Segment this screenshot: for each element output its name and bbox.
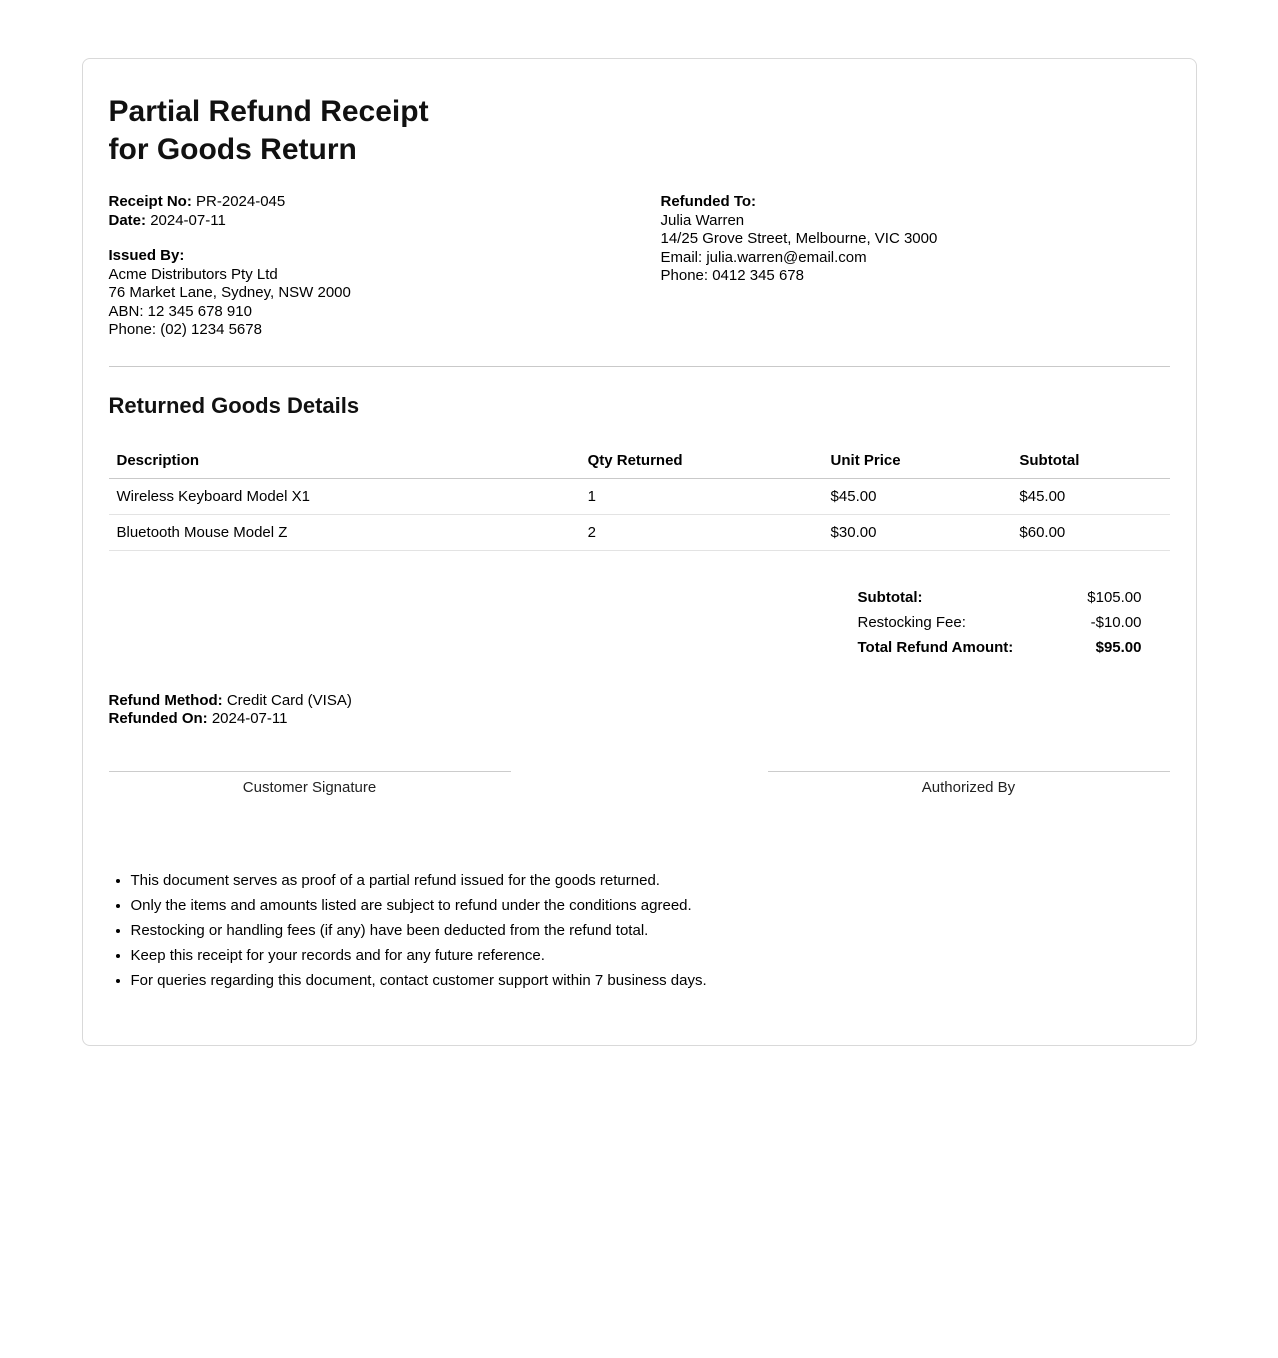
item-subtotal: $60.00: [1011, 514, 1169, 550]
refund-info-block: [109, 692, 1170, 729]
notes-list: [109, 868, 1170, 993]
section-divider: [109, 366, 1170, 367]
refunded-on-line: [109, 710, 1170, 729]
customer-address: 14/25 Grove Street, Melbourne, VIC 3000: [660, 230, 938, 248]
total-refund-value: $95.00: [1095, 638, 1142, 656]
note-item: • Keep this receipt for your records and for any future reference.: [131, 943, 1170, 968]
issuer-column: [109, 193, 661, 340]
customer-signature-block: [109, 771, 511, 796]
restocking-fee-row: [858, 610, 1142, 635]
refund-method-label: Refund Method:: [108, 691, 223, 709]
refund-method-line: [109, 692, 1170, 711]
subtotal-value: $105.00: [1087, 588, 1142, 606]
refunded-to-column: [661, 193, 1170, 340]
refunded-on-value: 2024-07-11: [211, 710, 288, 728]
item-qty: 2: [580, 514, 823, 550]
issuer-address: 76 Market Lane, Sydney, NSW 2000: [108, 284, 351, 302]
col-header-qty-returned: Qty Returned: [580, 443, 823, 479]
total-refund-row: [858, 635, 1142, 660]
page-title: [109, 93, 1170, 169]
col-header-subtotal: Subtotal: [1011, 443, 1169, 479]
item-subtotal: $45.00: [1011, 478, 1169, 514]
refunded-to-label: Refunded To:: [660, 193, 757, 211]
item-description: Wireless Keyboard Model X1: [109, 478, 580, 514]
customer-phone: Phone: 0412 345 678: [660, 267, 804, 285]
item-unit-price: $30.00: [823, 514, 1012, 550]
returned-goods-heading: Returned Goods Details: [108, 392, 360, 418]
receipt-no-line: [109, 193, 661, 212]
issued-by-label: Issued By:: [108, 247, 185, 265]
col-header-unit-price: Unit Price: [823, 443, 1012, 479]
receipt-no-label: Receipt No:: [108, 193, 192, 211]
table-row: [109, 478, 1170, 514]
total-refund-label: Total Refund Amount:: [857, 638, 1014, 656]
title-line-2: for Goods Return: [108, 133, 357, 167]
refund-method-value: Credit Card (VISA): [226, 691, 352, 709]
authorized-by-block: [768, 771, 1170, 796]
date-label: Date:: [108, 211, 147, 229]
title-line-1: Partial Refund Receipt: [108, 95, 429, 128]
item-description: Bluetooth Mouse Model Z: [109, 514, 580, 550]
restocking-fee-label: Restocking Fee:: [857, 613, 966, 631]
customer-name: Julia Warren: [660, 211, 745, 229]
restocking-fee-value: -$10.00: [1090, 613, 1142, 631]
table-row: [109, 514, 1170, 550]
issuer-abn: ABN: 12 345 678 910: [108, 302, 252, 320]
item-unit-price: $45.00: [823, 478, 1012, 514]
note-item: • This document serves as proof of a partial refund issued for the goods returned.: [131, 868, 1170, 893]
col-header-description: Description: [109, 443, 580, 479]
item-qty: 1: [580, 478, 823, 514]
header-info-row: [109, 193, 1170, 340]
customer-signature-label: Customer Signature: [242, 778, 377, 796]
receipt-no-value: PR-2024-045: [196, 193, 286, 211]
issuer-name: Acme Distributors Pty Ltd: [108, 265, 278, 283]
authorized-by-label: Authorized By: [921, 778, 1016, 796]
refunded-on-label: Refunded On:: [108, 710, 208, 728]
subtotal-label: Subtotal:: [857, 588, 923, 606]
issuer-phone: Phone: (02) 1234 5678: [108, 321, 262, 339]
note-item: • Only the items and amounts listed are subject to refund under the conditions agreed.: [131, 893, 1170, 918]
note-item: • For queries regarding this document, contact customer support within 7 business days.: [131, 968, 1170, 993]
date-line: [109, 212, 661, 231]
note-item: • Restocking or handling fees (if any) have been deducted from the refund total.: [131, 918, 1170, 943]
table-header-row: [109, 443, 1170, 479]
receipt-card: [82, 58, 1197, 1046]
subtotal-row: [858, 585, 1142, 610]
returned-goods-table: [109, 443, 1170, 551]
customer-email: Email: julia.warren@email.com: [660, 248, 867, 266]
issued-by-block: [109, 247, 661, 340]
page-background: [0, 58, 1278, 1358]
signatures-row: [109, 771, 1170, 796]
totals-block: [858, 585, 1142, 660]
date-value: 2024-07-11: [150, 211, 226, 229]
